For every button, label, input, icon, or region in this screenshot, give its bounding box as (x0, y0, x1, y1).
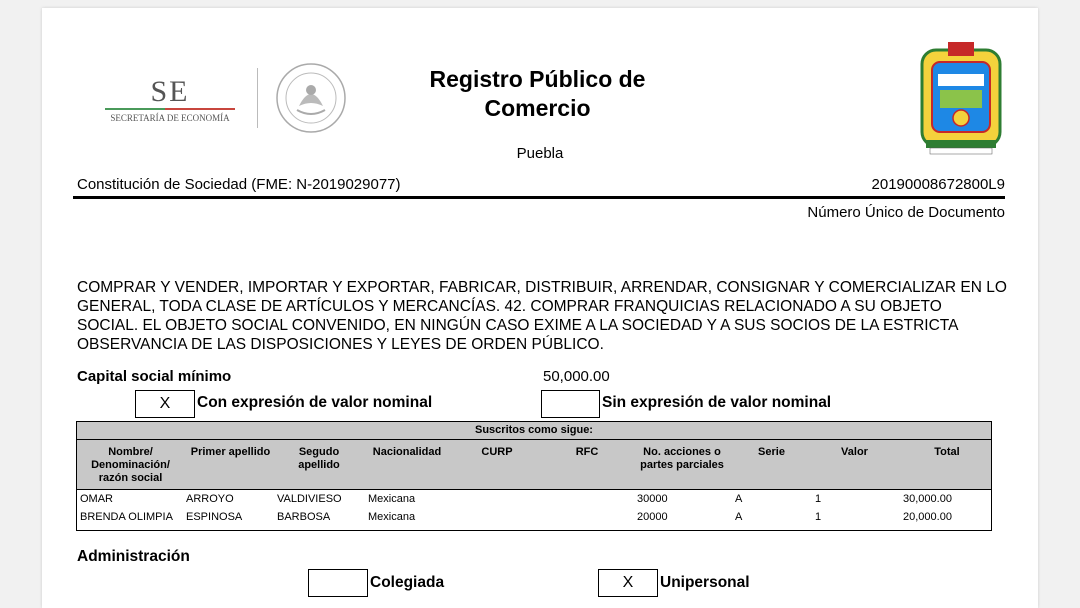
city-name: Puebla (516, 145, 564, 162)
unipersonal-checkbox: X (598, 569, 658, 597)
page-title: Registro Público de Comercio (429, 66, 646, 121)
header-divider (73, 196, 1005, 199)
cell-valor: 1 (815, 511, 822, 523)
con-valor-nominal-checkbox: X (135, 390, 195, 418)
table-title: Suscritos como sigue: (77, 422, 991, 440)
administracion-label: Administración (77, 548, 190, 565)
document-number-label: Número Único de Documento (807, 204, 1005, 221)
header-nacionalidad: Nacionalidad (372, 446, 442, 458)
header-acciones: No. acciones o partes parciales (640, 446, 724, 471)
se-logo-subtitle: SECRETARÍA DE ECONOMÍA (110, 113, 230, 123)
cell-acciones: 30000 (637, 493, 668, 505)
cell-nacionalidad: Mexicana (368, 511, 416, 523)
unipersonal-label: Unipersonal (660, 574, 750, 591)
cell-primer-apellido: ESPINOSA (186, 511, 243, 523)
capital-label: Capital social mínimo (77, 368, 232, 385)
cell-segundo-apellido: BARBOSA (277, 511, 331, 523)
state-coat-of-arms-icon (918, 40, 1004, 163)
sin-valor-nominal-checkbox (541, 390, 600, 418)
capital-value: 50,000.00 (543, 368, 610, 385)
header-serie: Serie (758, 446, 785, 458)
cell-segundo-apellido: VALDIVIESO (277, 493, 342, 505)
header-curp: CURP (481, 446, 513, 458)
cell-serie: A (735, 493, 743, 505)
cell-primer-apellido: ARROYO (186, 493, 234, 505)
cell-total: 30,000.00 (903, 493, 952, 505)
logo-divider (257, 68, 258, 128)
se-logo-red-bar (165, 108, 235, 110)
colegiada-label: Colegiada (370, 574, 445, 591)
cell-nombre: BRENDA OLIMPIA (80, 511, 173, 523)
cell-total: 20,000.00 (903, 511, 952, 523)
header-segundo-apellido: Segudo apellido (298, 446, 340, 471)
table-header (77, 440, 991, 490)
cell-acciones: 20000 (637, 511, 668, 523)
se-logo-text: SE (150, 75, 190, 108)
header-total: Total (934, 446, 960, 458)
federal-seal-icon (275, 62, 347, 139)
cell-valor: 1 (815, 493, 822, 505)
cell-nombre: OMAR (80, 493, 113, 505)
se-logo-green-bar (105, 108, 165, 110)
cell-nacionalidad: Mexicana (368, 493, 416, 505)
cell-serie: A (735, 511, 743, 523)
sin-valor-nominal-label: Sin expresión de valor nominal (602, 394, 832, 411)
header-rfc: RFC (575, 446, 599, 458)
header-valor: Valor (841, 446, 868, 458)
document-type: Constitución de Sociedad (FME: N-2019029077) (77, 176, 401, 193)
con-valor-nominal-label: Con expresión de valor nominal (197, 394, 433, 411)
header-nombre: Nombre/ Denominación/ razón social (91, 446, 170, 484)
shareholders-table (76, 421, 992, 531)
header-primer-apellido: Primer apellido (190, 446, 271, 458)
document-number: 20190008672800L9 (871, 176, 1005, 193)
objeto-social-text: COMPRAR Y VENDER, IMPORTAR Y EXPORTAR, FABRICAR, DISTRIBUIR, ARRENDAR, CONSIGNAR Y COMERCIALIZAR EN LO GENERAL, TODA CLASE DE ARTÍCULOS Y MERCANCÍAS. 42. COMPRAR FRANQUICIAS RELACIONADO A SU OBJETO SOCIAL. EL OBJETO SOCIAL CONVENIDO, EN NINGÚN CASO EXIME A LA SOCIEDAD Y A SUS SOCIOS DE LA ESTRICTA OBSERVANCIA DE LAS DISPOSICIONES Y LEYES DE ORDEN PÚBLICO. (77, 279, 1007, 353)
colegiada-checkbox (308, 569, 368, 597)
